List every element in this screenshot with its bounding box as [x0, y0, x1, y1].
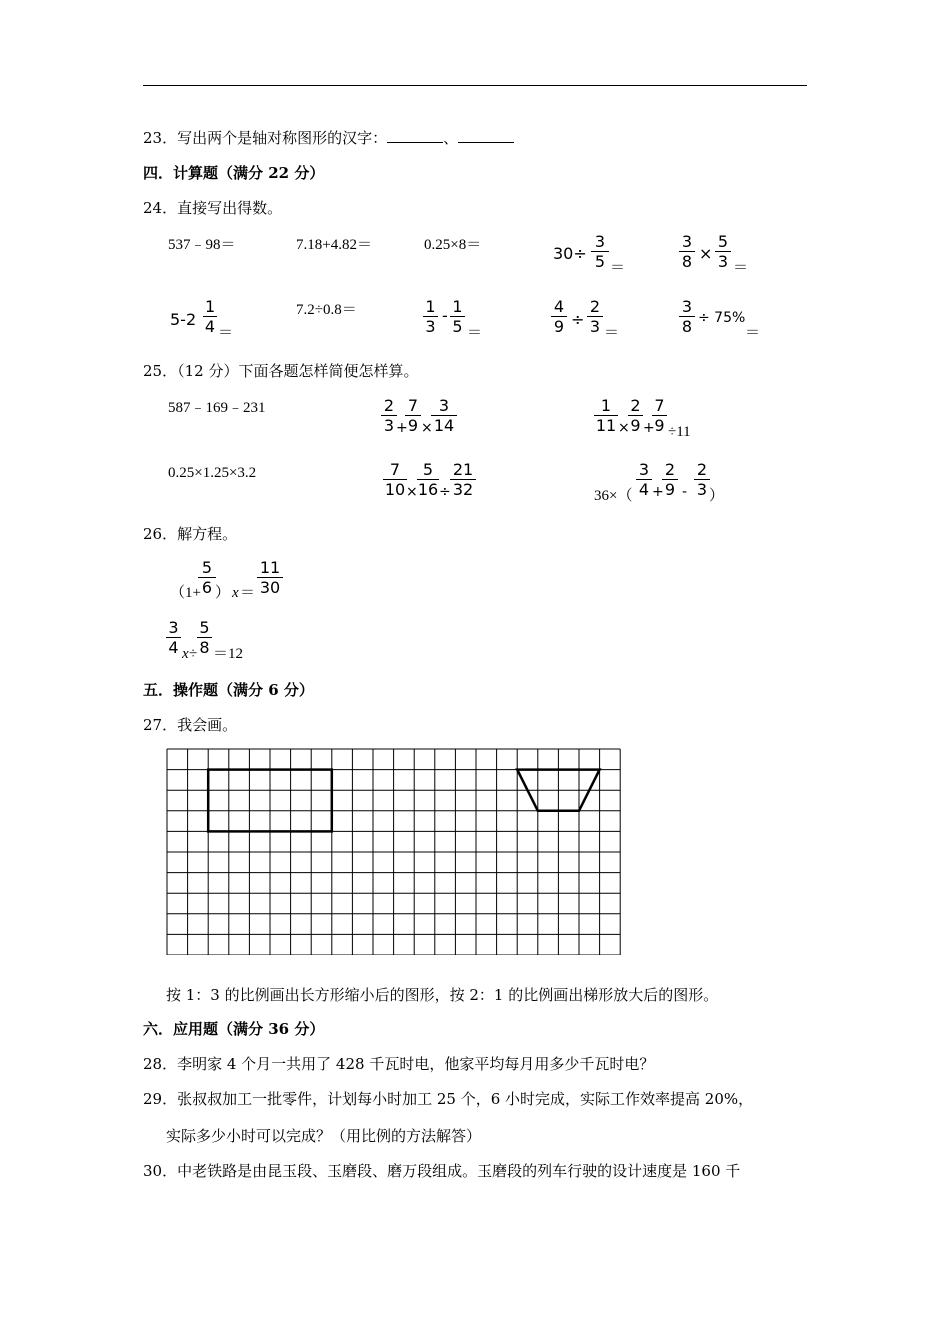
fraction: 7 10: [384, 460, 406, 499]
expr-24-2: 7.18+4.82＝: [296, 237, 372, 253]
expr-24-3: 0.25×8＝: [424, 237, 482, 253]
fraction: 1 4: [204, 297, 216, 336]
question-23-text: 23．写出两个是轴对称图形的汉字：: [143, 129, 388, 147]
fraction: 3 4: [636, 460, 652, 499]
fraction: 5 3: [715, 232, 731, 271]
expr-24-1: 537﹣98＝: [168, 237, 236, 253]
question-27-text: 27．我会画。: [143, 716, 238, 734]
fraction: 3 4: [166, 618, 181, 657]
section-6-heading: 六．应用题（满分 36 分）: [143, 1020, 325, 1038]
fraction: 1 3: [423, 297, 438, 336]
section-5-heading: 五．操作题（满分 6 分）: [143, 681, 314, 699]
fraction: 11 30: [257, 558, 283, 597]
expr-24-4-pre: 30÷: [553, 244, 587, 263]
answer-blank-1[interactable]: [387, 128, 443, 143]
fraction: 2 3: [381, 396, 397, 435]
fraction: 21 32: [450, 460, 476, 499]
section-4-heading: 四．计算题（满分 22 分）: [143, 164, 325, 182]
fraction: 7 9: [652, 396, 667, 435]
question-26-text: 26．解方程。: [143, 525, 238, 543]
fraction: 3 5: [591, 232, 609, 271]
question-29-line-1: 29．张叔叔加工一批零件，计划每小时加工 25 个，6 小时完成，实际工作效率提高 20%，: [143, 1090, 754, 1108]
question-28: 28．李明家 4 个月一共用了 428 千瓦时电，他家平均每月用多少千瓦时电？: [143, 1055, 655, 1073]
fraction: 3 8: [679, 297, 695, 336]
expr-24-7: 7.2÷0.8＝: [296, 302, 357, 318]
fraction: 1 11: [595, 396, 617, 435]
fraction: 4 9: [551, 297, 567, 336]
fraction: 5 6: [198, 558, 216, 597]
fraction: 3 8: [679, 232, 695, 271]
separator: 、: [443, 129, 459, 147]
question-30: 30．中老铁路是由昆玉段、玉磨段、磨万段组成。玉磨段的列车行驶的设计速度是 160 千: [143, 1162, 741, 1180]
question-25-text: 25．（12 分）下面各题怎样简便怎样算。: [143, 362, 419, 380]
question-27-caption: 按 1：3 的比例画出长方形缩小后的图形，按 2：1 的比例画出梯形放大后的图形。: [166, 986, 719, 1004]
header-rule: [143, 85, 807, 86]
fraction: 2 3: [694, 460, 710, 499]
question-23: [143, 128, 514, 148]
expr-25-1: 587﹣169﹣231: [168, 400, 266, 416]
fraction: 2 9: [628, 396, 643, 435]
question-24-text: 24．直接写出得数。: [143, 199, 283, 217]
fraction: 7 9: [405, 396, 421, 435]
expr-25-4: 0.25×1.25×3.2: [168, 465, 257, 481]
fraction: 2 9: [662, 460, 678, 499]
fraction: 5 16: [417, 460, 439, 499]
fraction: 5 8: [197, 618, 212, 657]
question-29-line-2: 实际多少小时可以完成？（用比例的方法解答）: [166, 1127, 482, 1145]
drawing-grid[interactable]: [166, 748, 624, 955]
fraction: 1 5: [450, 297, 465, 336]
fraction: 2 3: [587, 297, 603, 336]
fraction: 3 14: [431, 396, 457, 435]
answer-blank-2[interactable]: [458, 128, 514, 143]
